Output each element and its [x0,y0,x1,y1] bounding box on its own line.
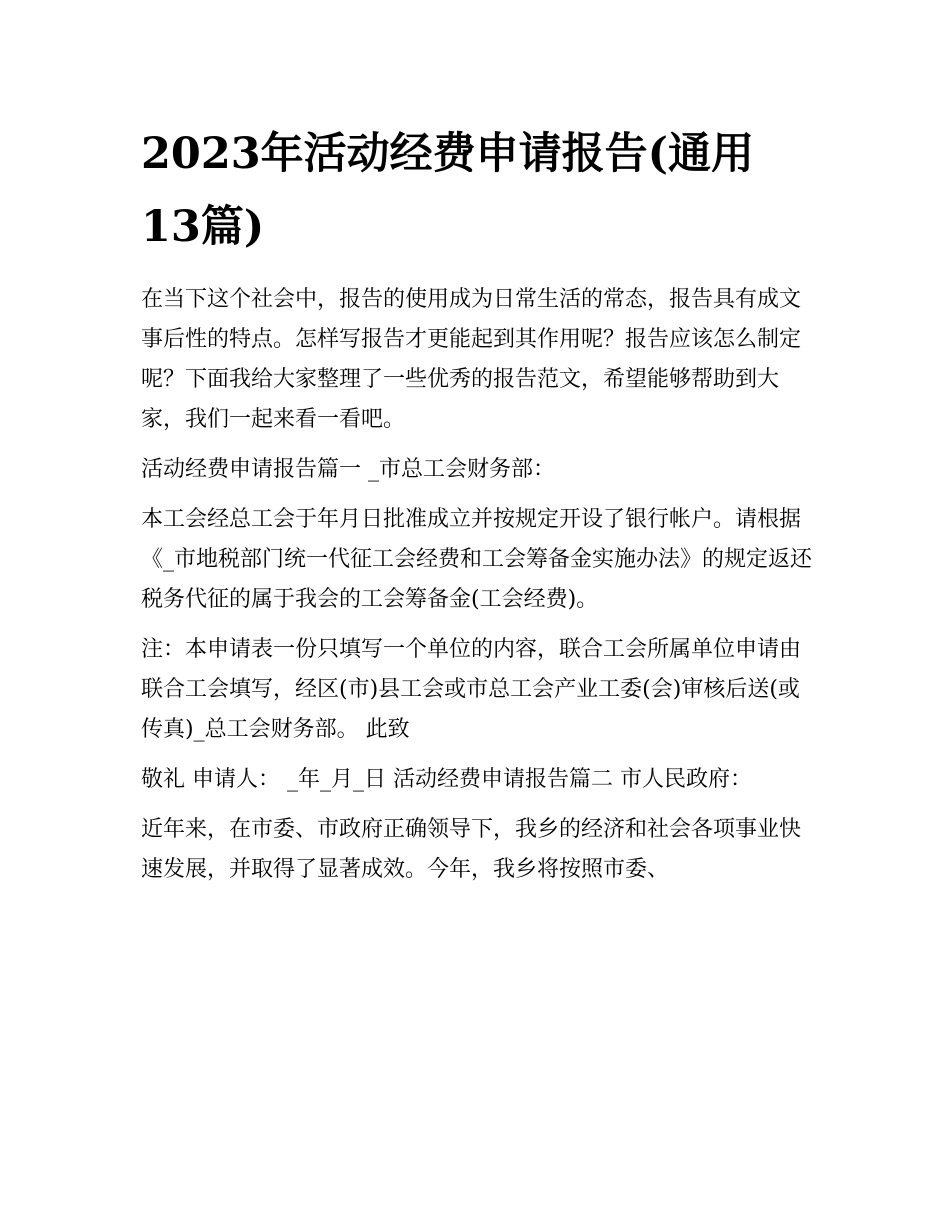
paragraph-closing: 敬礼 申请人： _年_月_日 活动经费申请报告篇二 市人民政府： [141,767,752,792]
document-body [141,280,817,900]
paragraph-salutation-1: 活动经费申请报告篇一 _市总工会财务部： [141,457,555,482]
paragraph-content-2: 近年来，在市委、市政府正确领导下，我乡的经济和社会各项事业快速发展，并取得了显著成效。今年，我乡将按照市委、 [141,817,802,882]
paragraph-intro: 在当下这个社会中，报告的使用成为日常生活的常态，报告具有成文事后性的特点。怎样写报告才更能起到其作用呢？报告应该怎么制定呢？下面我给大家整理了一些优秀的报告范文，希望能够帮助到大家，我们一起来看一看吧。 [141,287,802,432]
paragraph-request: 本工会经总工会于年月日批准成立并按规定开设了银行帐户。请根据《_市地税部门统一代征工会经费和工会筹备金实施办法》的规定返还税务代征的属于我会的工会筹备金(工会经费)。 [141,507,813,612]
document-title: 2023年活动经费申请报告(通用13篇) [141,129,755,252]
paragraph-note: 注：本申请表一份只填写一个单位的内容，联合工会所属单位申请由联合工会填写，经区(市)县工会或市总工会产业工委(会)审核后送(或传真)_总工会财务部。 此致 [141,637,802,742]
